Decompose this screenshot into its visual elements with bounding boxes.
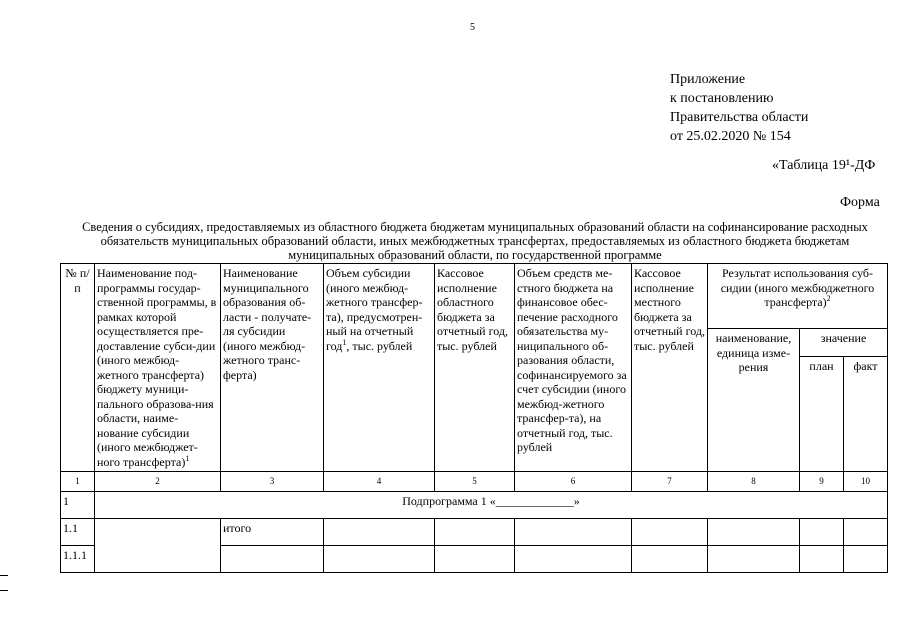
table-cell (708, 518, 800, 545)
row-number: 1.1 (61, 518, 95, 545)
header-municipality: Наименование муниципального образования об-ласти - получате-ля субсидии (иного межбюд-жетного транс-ферта) (221, 264, 324, 472)
appendix-line: к постановлению (670, 91, 774, 106)
column-number: 9 (800, 472, 844, 492)
header-local-execution: Кассовое исполнение местного бюджета за отчетный год, тыс. рублей (632, 264, 708, 472)
table-cell (844, 518, 888, 545)
header-number: № п/п (61, 264, 95, 472)
table-cell (515, 518, 632, 545)
row-number: 1 (61, 491, 95, 518)
header-subsidy-volume: Объем субсидии (иного межбюд-жетного трансфер-та), предусмотрен-ный на отчетный год$^1$, тыс. рублей (324, 264, 435, 472)
header-result: Результат использования суб-сидии (иного межбюджетного трансферта)$^2$ (708, 264, 888, 329)
table-cell (844, 545, 888, 572)
table-cell (435, 545, 515, 572)
column-number: 7 (632, 472, 708, 492)
header-regional-execution: Кассовое исполнение областного бюджета за отчетный год, тыс. рублей (435, 264, 515, 472)
column-number: 3 (221, 472, 324, 492)
page-number: 5 (470, 22, 475, 33)
appendix-block (670, 70, 808, 146)
table-cell (708, 545, 800, 572)
table-cell (435, 518, 515, 545)
column-number: 1 (61, 472, 95, 492)
total-cell: итого (221, 518, 324, 545)
column-number: 10 (844, 472, 888, 492)
appendix-line: Приложение (670, 72, 746, 87)
header-fact: факт (844, 357, 888, 472)
column-number: 8 (708, 472, 800, 492)
appendix-line: от 25.02.2020 № 154 (670, 129, 791, 144)
subsidy-table (60, 263, 888, 573)
margin-dash (0, 575, 8, 576)
header-result-name: наименование, единица изме-рения (708, 329, 800, 472)
column-number: 4 (324, 472, 435, 492)
table-cell (800, 518, 844, 545)
table-cell (221, 545, 324, 572)
table-cell (632, 518, 708, 545)
header-result-value: значение (800, 329, 888, 357)
row-number: 1.1.1 (61, 545, 95, 572)
subprogram-row: Подпрограмма 1 «_____________» (95, 491, 888, 518)
table-note: «Таблица 19¹-ДФ (772, 158, 876, 173)
table-cell (324, 545, 435, 572)
table-cell (515, 545, 632, 572)
column-number: 6 (515, 472, 632, 492)
table-cell (800, 545, 844, 572)
column-number: 5 (435, 472, 515, 492)
form-label: Форма (840, 195, 880, 210)
header-local-budget-volume: Объем средств ме-стного бюджета на финансовое обес-печение расходного обязательства му-ниципального об-разования области, софинансируемого за счет субсидии (иного межбюд-жетного трансфер-та), на отчетный год, тыс. рублей (515, 264, 632, 472)
table-cell (632, 545, 708, 572)
header-subprogram: Наименование под-программы государ-ственной программы, в рамках которой осуществляется пре-доставление субси-дии (иного межбюд-жетного трансферта) бюджету муници-пального образова-ния области, наиме-нование субсидии (иного межбюджет-ного трансферта)$^1$ (95, 264, 221, 472)
table-cell (324, 518, 435, 545)
appendix-line: Правительства области (670, 110, 809, 125)
column-number: 2 (95, 472, 221, 492)
margin-dash (0, 590, 8, 591)
table-cell (95, 518, 221, 572)
document-title: Сведения о субсидиях, предоставляемых из областного бюджета бюджетам муниципальных образований области на софинансирование расходных обязательств муниципальных образований области, иных межбюджетных трансфертах, предоставляемых из областного бюджета бюджетам муниципальных образований области, по государственной программе (82, 220, 868, 262)
header-plan: план (800, 357, 844, 472)
